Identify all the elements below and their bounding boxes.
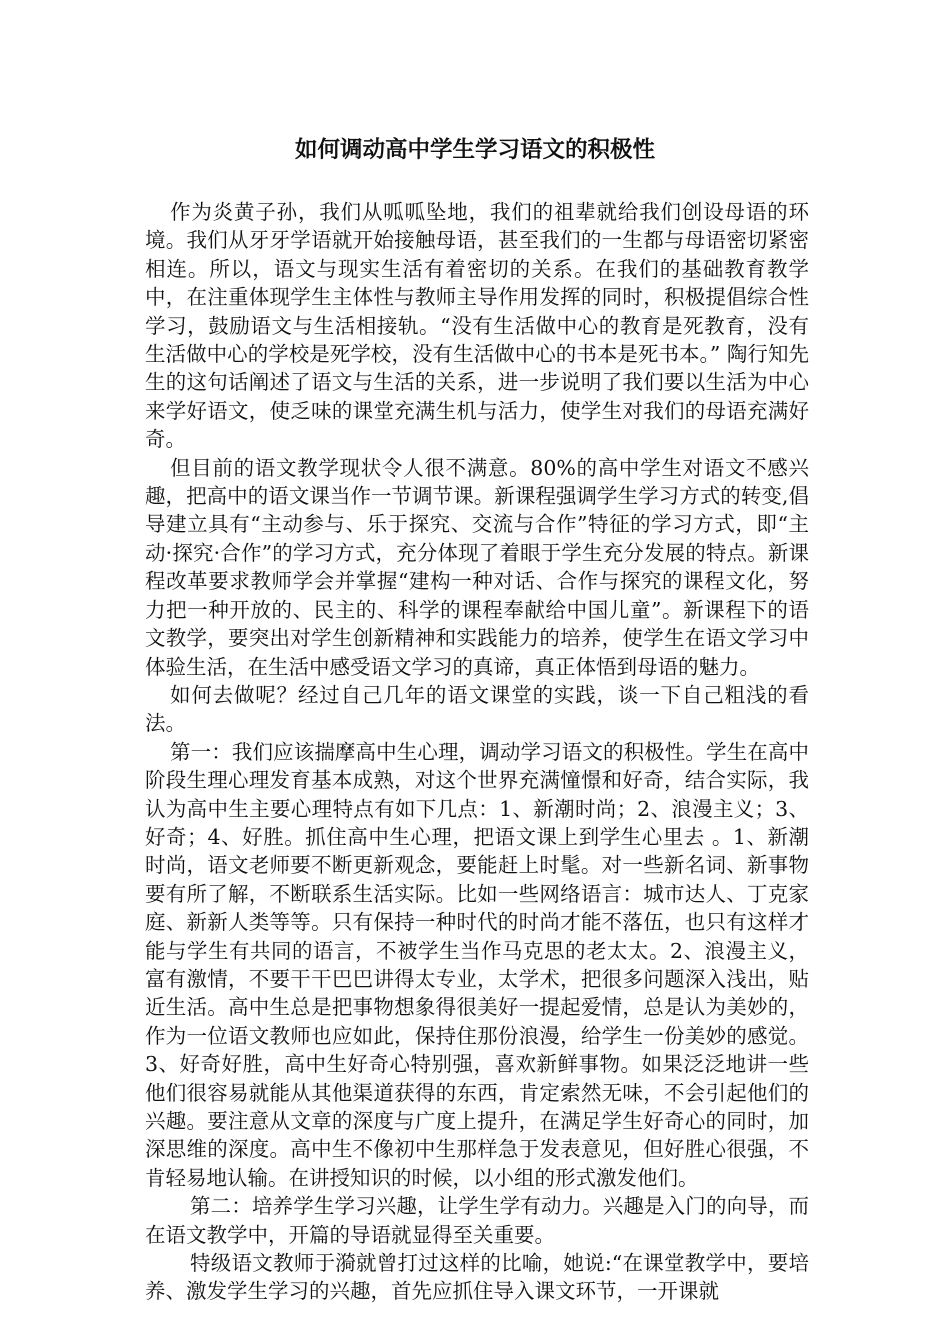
document-body [145,198,809,1306]
paragraph-intro: 作为炎黄子孙，我们从呱呱坠地，我们的祖辈就给我们创设母语的环境。我们从牙牙学语就开始接触母语，甚至我们的一生都与母语密切紧密相连。所以，语文与现实生活有着密切的关系。在我们的基础教育教学中，在注重体现学生主体性与教师主导作用发挥的同时，积极提倡综合性学习，鼓励语文与生活相接轨。“没有生活做中心的教育是死教育，没有生活做中心的学校是死学校，没有生活做中心的书本是死书本。” 陶行知先生的这句话阐述了语文与生活的关系，进一步说明了我们要以生活为中心来学好语文，使乏味的课堂充满生机与活力，使学生对我们的母语充满好奇。 [145,200,809,452]
paragraph-how-to: 如何去做呢？经过自己几年的语文课堂的实践，谈一下自己粗浅的看法。 [145,682,809,736]
paragraph-first-point: 第一：我们应该揣摩高中生心理，调动学习语文的积极性。学生在高中阶段生理心理发育基本成熟，对这个世界充满憧憬和好奇，结合实际，我认为高中生主要心理特点有如下几点：1、新潮时尚；2、浪漫主义；3、好奇；4、好胜。抓住高中生心理，把语文课上到学生心里去 。1、新潮时尚，语文老师要不断更新观念，要能赶上时髦。对一些新名词、新事物要有所了解，不断联系生活实际。比如一些网络语言：城市达人、丁克家庭、新新人类等等。只有保持一种时代的时尚才能不落伍，也只有这样才能与学生有共同的语言，不被学生当作马克思的老太太。2、浪漫主义，富有激情，不要干干巴巴讲得太专业，太学术，把很多问题深入浅出，贴近生活。高中生总是把事物想象得很美好一提起爱情，总是认为美妙的，作为一位语文教师也应如此，保持住那份浪漫，给学生一份美妙的感觉。3、好奇好胜，高中生好奇心特别强，喜欢新鲜事物。如果泛泛地讲一些他们很容易就能从其他渠道获得的东西，肯定索然无味，不会引起他们的兴趣。要注意从文章的深度与广度上提升，在满足学生好奇心的同时，加深思维的深度。高中生不像初中生那样急于发表意见，但好胜心很强，不肯轻易地认输。在讲授知识的时候，以小组的形式激发他们。 [145,739,809,1190]
document-title: 如何调动高中学生学习语文的积极性 [294,137,655,163]
paragraph-current-situation: 但目前的语文教学现状令人很不满意。80%的高中学生对语文不感兴趣，把高中的语文课当作一节调节课。新课程强调学生学习方式的转变,倡导建立具有“主动参与、乐于探究、交流与合作”特征的学习方式，即“主动·探究·合作”的学习方式，充分体现了着眼于学生充分发展的特点。新课程改革要求教师学会并掌握“建构一种对话、合作与探究的课程文化，努力把一种开放的、民主的、科学的课程奉献给中国儿童”。新课程下的语文教学，要突出对学生创新精神和实践能力的培养，使学生在语文学习中体验生活，在生活中感受语文学习的真谛，真正体悟到母语的魅力。 [145,455,809,679]
paragraph-quote: 特级语文教师于漪就曾打过这样的比喻，她说:“在课堂教学中，要培养、激发学生学习的兴趣，首先应抓住导入课文环节，一开课就 [145,1251,809,1304]
paragraph-second-point: 第二：培养学生学习兴趣，让学生学有动力。兴趣是入门的向导，而在语文教学中，开篇的导语就显得至关重要。 [145,1194,809,1247]
